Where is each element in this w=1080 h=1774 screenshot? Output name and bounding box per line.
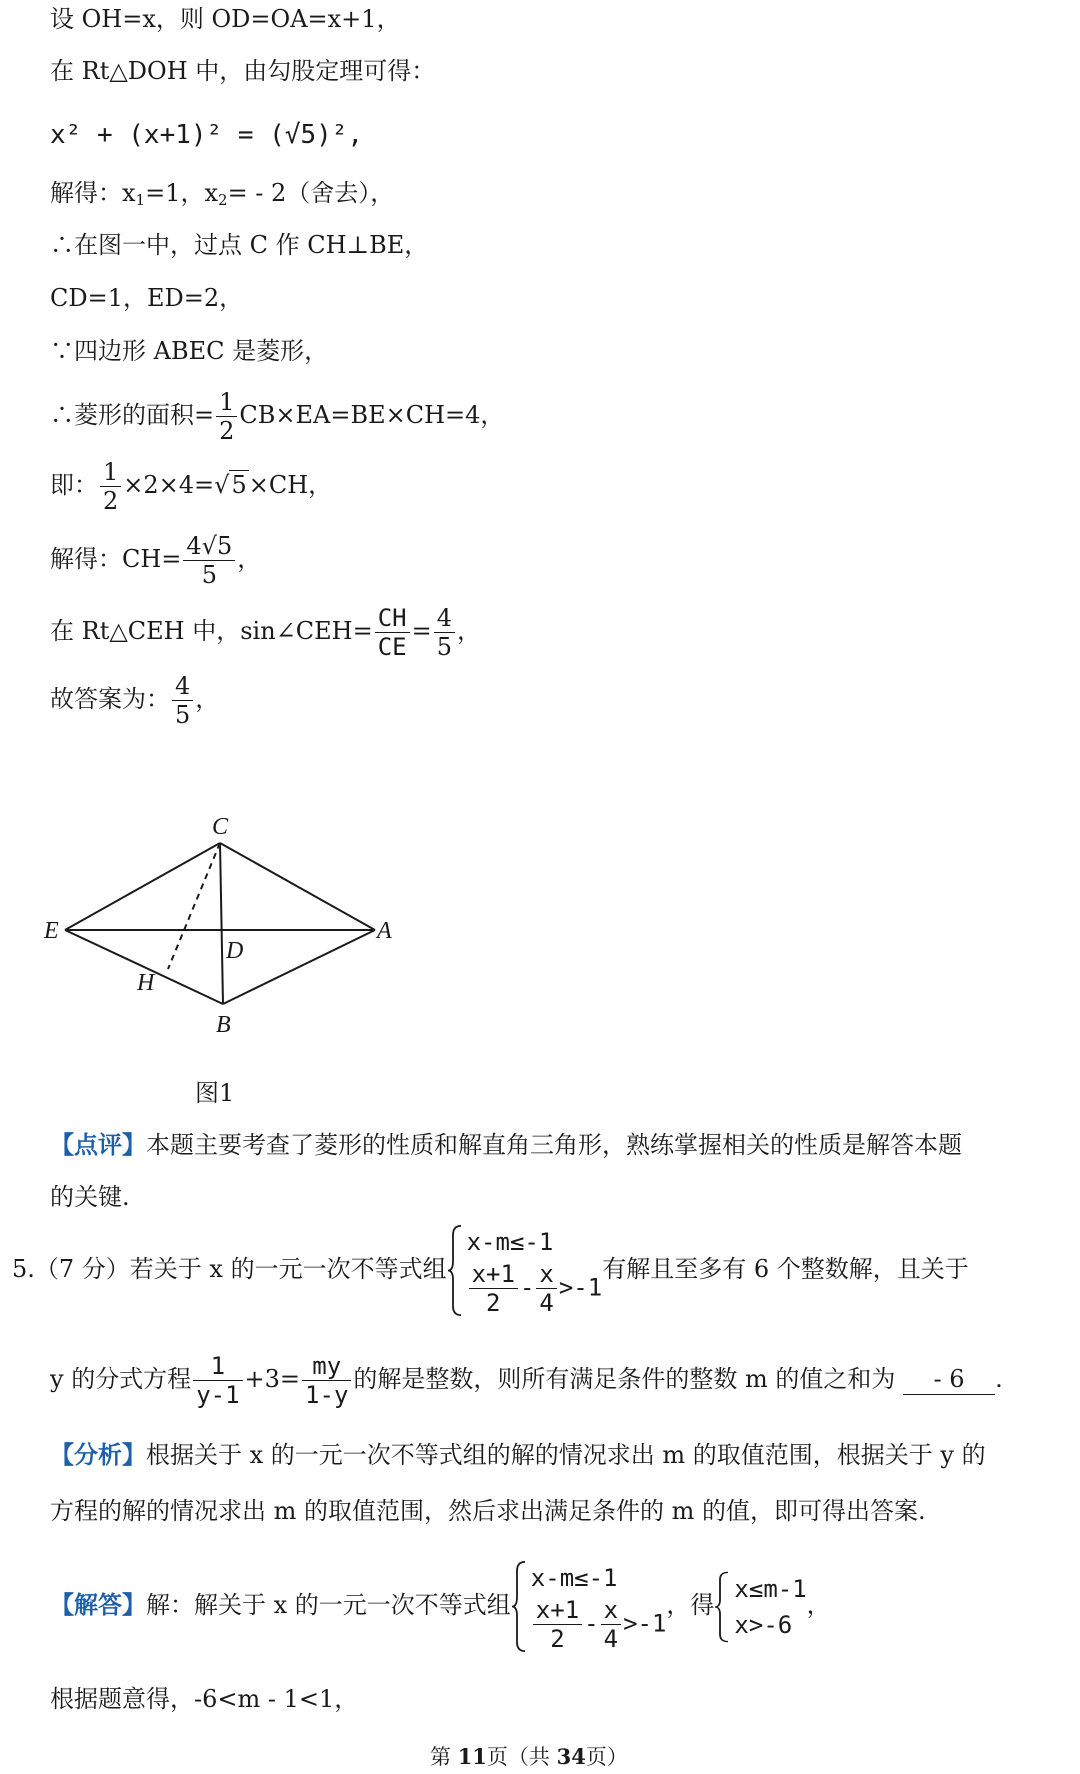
inequality-system [447,1224,603,1317]
numerator: x [536,1260,556,1289]
denominator: CE [377,633,407,661]
numerator: x+1 [533,1596,582,1625]
analysis-tag: 【分析】 [50,1440,146,1469]
text: x² + (x+1)² = (√5)², [50,120,364,150]
solution-tag: 【解答】 [50,1590,146,1619]
equation-pythagoras [50,120,363,150]
question-text: 的解是整数，则所有满足条件的整数 m 的值之和为 [353,1365,896,1393]
text: >-1 [558,1273,603,1302]
text: ， [457,617,482,645]
question-text: 有解且至多有 6 个整数解，且关于 [602,1255,969,1283]
label-a: A [377,918,392,944]
text: ∵四边形 ABEC 是菱形， [50,337,329,365]
text: 即： [50,471,98,499]
text: 得 [690,1591,715,1619]
figure-caption [195,1078,234,1108]
line-area [50,388,504,445]
denominator: 2 [486,1289,501,1317]
text: 本题主要考查了菱形的性质和解直角三角形，熟练掌握相关的性质是解答本题 [146,1131,962,1159]
solution-line-2 [50,1684,358,1714]
text: 第 [430,1745,458,1769]
text: 解：解关于 x 的一元一次不等式组 [146,1591,511,1619]
fraction-half [100,458,121,515]
text: ×2×4= [123,471,215,499]
fraction-ch-ce [375,604,410,661]
text: CD=1，ED=2， [50,284,244,312]
text: = [411,617,432,645]
sqrt-five [214,470,249,500]
denominator: 5 [436,633,453,661]
line-answer [50,672,219,729]
edge-ab [223,930,375,1004]
numerator: 4 [434,604,455,633]
diagonal-cb [220,843,223,1004]
text: ∴菱形的面积= [50,401,215,429]
brace-icon [511,1560,527,1653]
inequality-row-1: x-m≤-1 [466,1228,554,1256]
numerator: x [601,1596,621,1625]
text: ， [666,1591,691,1619]
solution-line-1 [50,1560,831,1653]
numerator: CH [375,604,410,633]
text: 根据关于 x 的一元一次不等式组的解的情况求出 m 的取值范围，根据关于 y 的 [146,1441,986,1469]
denominator: y-1 [196,1381,240,1409]
page-total: 34 [556,1744,586,1769]
answer-blank: - 6 [903,1364,995,1395]
line-sin [50,604,481,661]
text: 解得：x [50,179,136,207]
operator: +3= [244,1365,301,1393]
inequality-system [511,1560,667,1653]
line-solve-ch [50,532,261,589]
edge-ce [65,843,220,930]
inequality-row-1: x-m≤-1 [530,1564,618,1592]
denominator: 5 [175,701,191,729]
solution-row-1: x≤m-1 [734,1574,807,1603]
fraction [193,1352,242,1409]
text: ∴在图一中，过点 C 作 CH⊥BE， [50,231,429,259]
rhombus-figure [40,808,420,1038]
denominator: 5 [201,561,217,589]
text: 图1 [195,1079,235,1107]
edge-ca [220,843,375,930]
label-c: C [212,814,229,840]
numerator: 4√5 [183,532,235,561]
text: 故答案为： [50,685,170,713]
line-ie [50,458,332,515]
text: ， [806,1591,831,1619]
radicand: 5 [231,471,247,499]
comment-line-1 [50,1130,962,1160]
numerator: x+1 [469,1260,518,1289]
numerator: 1 [100,458,121,487]
text: 方程的解的情况求出 m 的取值范围，然后求出满足条件的 m 的值，即可得出答案. [50,1497,926,1525]
text: 解得：CH= [50,545,182,573]
inequality-row-2 [531,1596,667,1653]
comment-line-2 [50,1182,130,1212]
denominator: 2 [103,487,119,515]
line-7 [50,336,328,366]
numerator: 1 [193,1352,242,1381]
analysis-line-1 [50,1440,986,1470]
denominator: 2 [550,1625,565,1653]
text: 页） [585,1745,628,1769]
text: 页（共 [486,1745,557,1769]
numerator: 4 [172,672,193,701]
radical-sign: √ [214,471,230,499]
text: ×CH， [248,471,333,499]
comment-tag: 【点评】 [50,1130,146,1159]
fraction [302,1352,351,1409]
label-b: B [216,1012,231,1038]
text: 根据题意得，-6<m - 1<1， [50,1685,359,1713]
line-solve-x [50,178,394,215]
numerator: 1 [216,388,237,417]
text: CB×EA=BE×CH=4， [239,401,505,429]
text: 在 Rt△CEH 中，sin∠CEH= [50,617,373,645]
question-text: 5.（7 分）若关于 x 的一元一次不等式组 [12,1255,447,1283]
question-5-line-2 [50,1352,1003,1409]
text: >-1 [623,1609,667,1638]
text: =1，x [145,179,219,207]
fraction [469,1260,518,1317]
fraction-4-5 [434,604,455,661]
text: = - 2（舍去）， [227,179,395,207]
operator: - [584,1609,599,1638]
altitude-ch [168,843,220,969]
numerator: my [302,1352,351,1381]
inequality-row-2 [467,1260,603,1317]
fraction [536,1260,556,1317]
subscript: 2 [218,191,228,209]
analysis-line-2 [50,1496,926,1526]
text: ， [237,545,262,573]
denominator: 2 [219,417,235,445]
fraction-4sqrt5-over-5 [183,532,235,589]
denominator: 1-y [305,1381,349,1409]
fraction-4-5 [172,672,193,729]
text: 在 Rt△DOH 中，由勾股定理可得： [50,57,436,85]
line-5 [50,230,428,260]
text: . [995,1365,1003,1393]
label-h: H [137,970,155,996]
denominator: 4 [539,1289,554,1317]
brace-icon [714,1571,730,1643]
line-2 [50,56,435,86]
subscript: 1 [135,191,146,209]
text: 的关键. [50,1183,130,1211]
fraction [601,1596,621,1653]
brace-icon [447,1224,463,1317]
page-footer [430,1744,628,1770]
operator: - [519,1273,535,1302]
question-5-line-1 [12,1224,969,1317]
line-6 [50,283,243,313]
question-text: y 的分式方程 [50,1365,192,1393]
denominator: 4 [603,1625,619,1653]
label-d: D [226,938,244,964]
fraction [533,1596,582,1653]
solution-row-2: x>-6 [734,1610,793,1639]
solution-system [714,1571,806,1643]
page-number: 11 [457,1744,487,1769]
line-1 [50,4,401,34]
text: ， [195,685,220,713]
label-e: E [44,918,59,944]
fraction-half [216,388,237,445]
text: 设 OH=x，则 OD=OA=x+1， [50,5,401,33]
